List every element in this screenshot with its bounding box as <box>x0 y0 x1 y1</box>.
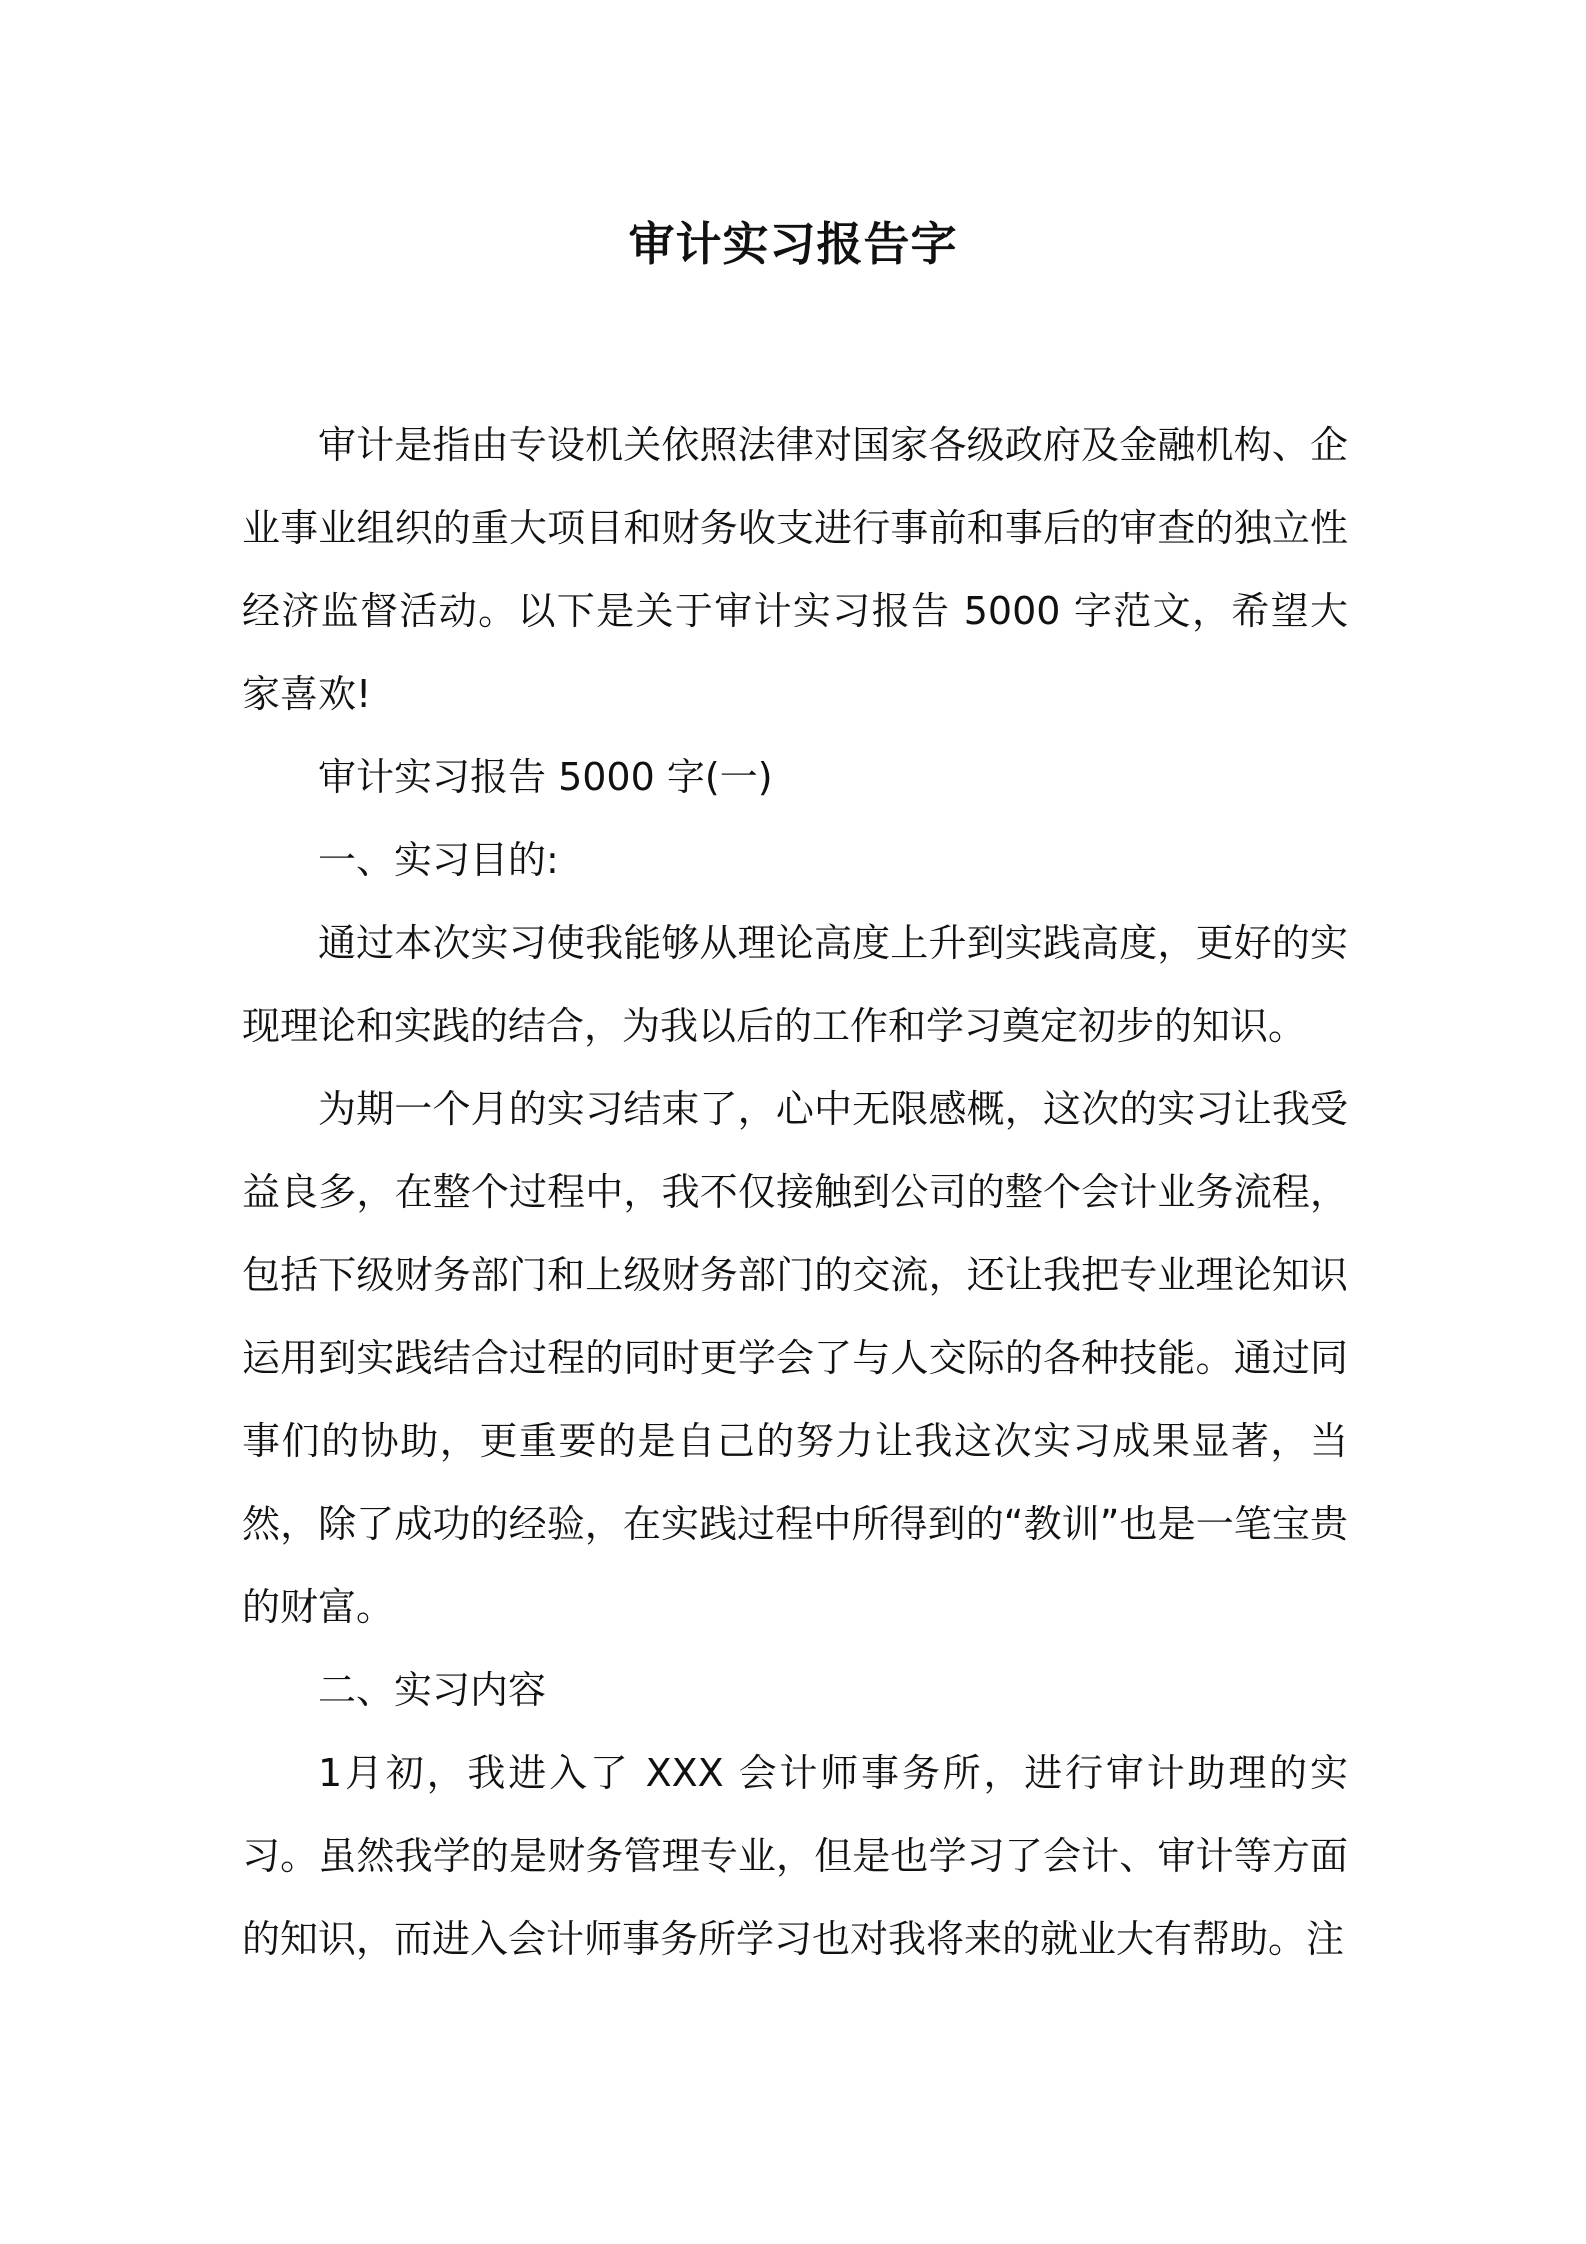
reflection-paragraph: 为期一个月的实习结束了，心中无限感概，这次的实习让我受益良多，在整个过程中，我不仅接触到公司的整个会计业务流程，包括下级财务部门和上级财务部门的交流，还让我把专业理论知识运用到实践结合过程的同时更学会了与人交际的各种技能。通过同事们的协助，更重要的是自己的努力让我这次实习成果显著，当然，除了成功的经验，在实践过程中所得到的“教训”也是一笔宝贵的财富。 <box>242 1087 1348 1629</box>
document-body <box>242 404 1348 1981</box>
section-heading-purpose: 一、实习目的: <box>318 838 559 882</box>
content-paragraph: 1月初，我进入了 XXX 会计师事务所，进行审计助理的实习。虽然我学的是财务管理专业，但是也学习了会计、审计等方面的知识，而进入会计师事务所学习也对我将来的就业大有帮助。注 <box>242 1751 1348 1961</box>
section-heading-content: 二、实习内容 <box>318 1668 547 1712</box>
section-heading-report-1: 审计实习报告 5000 字(一) <box>318 755 773 799</box>
intro-paragraph: 审计是指由专设机关依照法律对国家各级政府及金融机构、企业事业组织的重大项目和财务收支进行事前和事后的审查的独立性经济监督活动。以下是关于审计实习报告 5000 字范文，希望大家喜欢! <box>242 423 1348 716</box>
document-title: 审计实习报告字 <box>628 217 958 271</box>
purpose-paragraph: 通过本次实习使我能够从理论高度上升到实践高度，更好的实现理论和实践的结合，为我以后的工作和学习奠定初步的知识。 <box>242 921 1348 1048</box>
